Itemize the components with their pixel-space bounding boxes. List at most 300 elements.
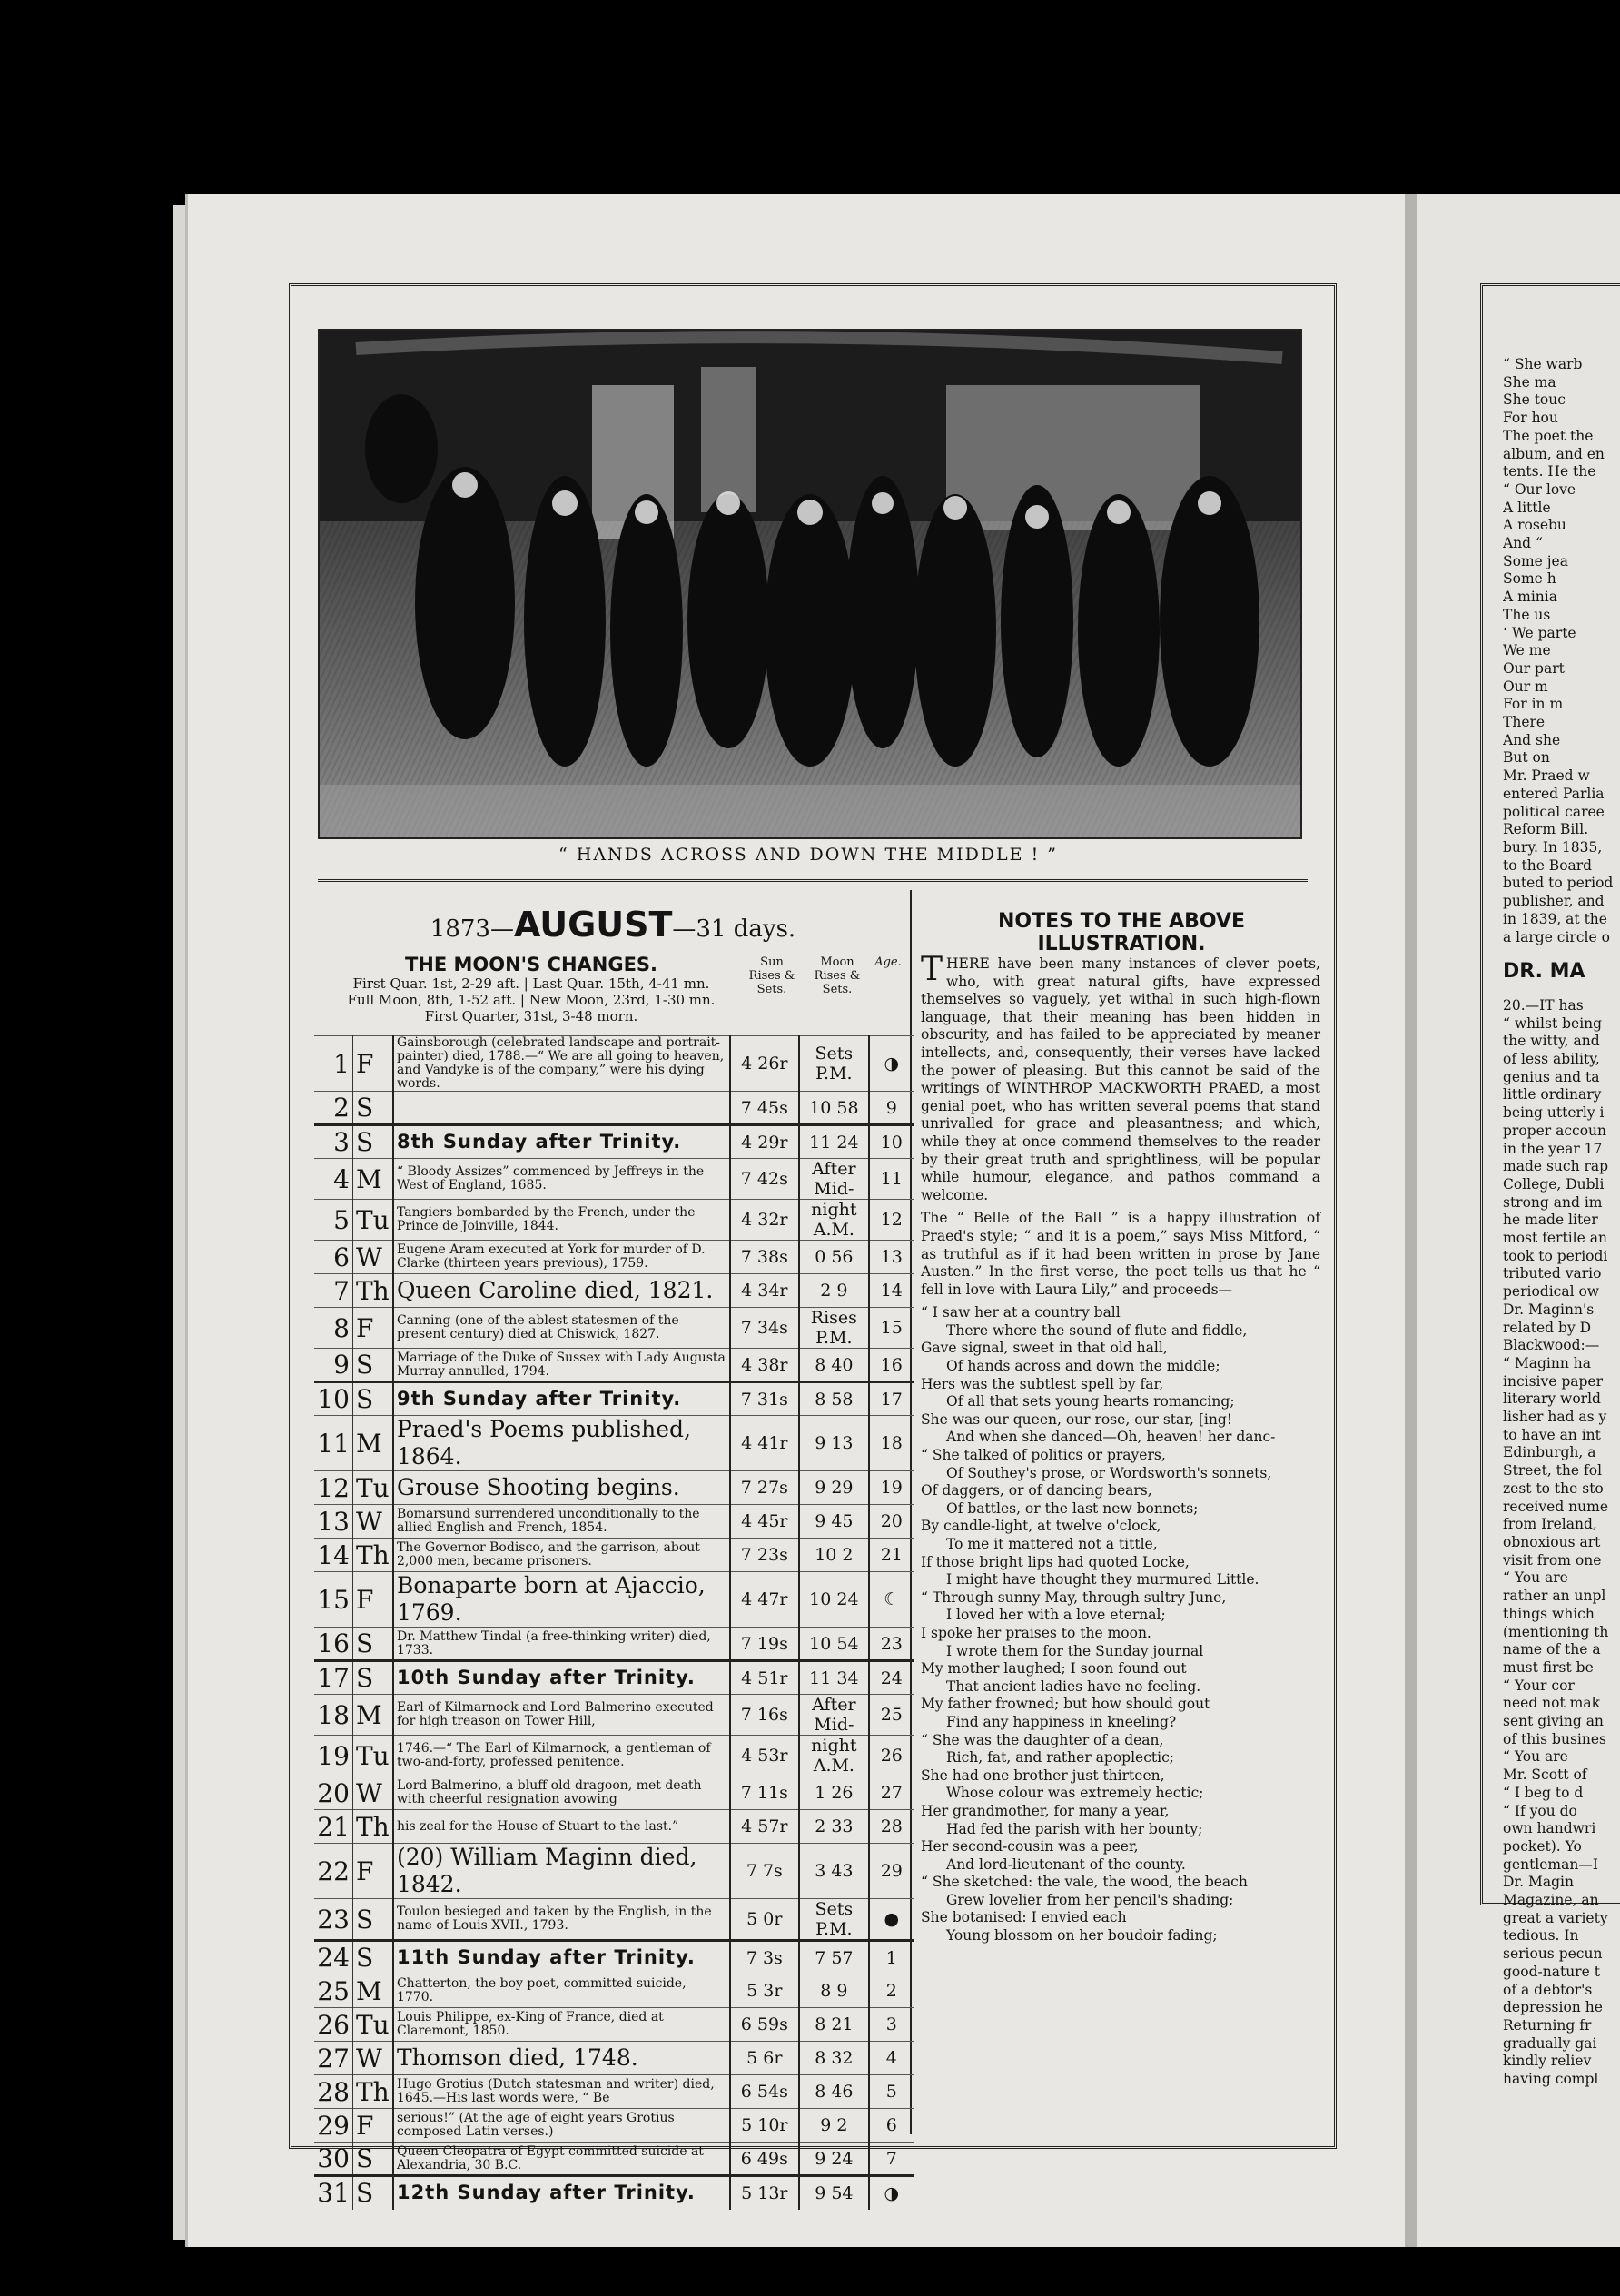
day-number: 22 — [314, 1844, 352, 1899]
calendar-row — [314, 1200, 914, 1241]
calendar-row — [314, 1776, 914, 1810]
weekday: Th — [352, 1274, 393, 1308]
poem-line: “ I saw her at a country ball — [921, 1304, 1121, 1321]
facing-page-line: in 1839, at the — [1503, 910, 1607, 927]
calendar-month: AUGUST — [513, 905, 673, 945]
day-number: 4 — [314, 1159, 352, 1200]
facing-page-line: For hou — [1503, 410, 1558, 427]
facing-page-line: sent giving an — [1503, 1713, 1604, 1730]
poem-line: I loved her with a love eternal; — [946, 1607, 1166, 1624]
facing-page-line: related by D — [1503, 1319, 1592, 1336]
sun-time: 5 0r — [730, 1899, 800, 1941]
facing-page-line: of this busines — [1503, 1730, 1606, 1747]
facing-page-line: tedious. In — [1503, 1927, 1579, 1945]
sun-time: 4 29r — [730, 1125, 800, 1159]
moon-time: After Mid- — [799, 1695, 869, 1736]
facing-page-line: A little — [1503, 499, 1551, 516]
event: Chatterton, the boy poet, committed suicide, 1770. — [393, 1974, 730, 2008]
sun-time: 6 54s — [730, 2075, 800, 2109]
poem-line: She had one brother just thirteen, — [921, 1767, 1165, 1784]
facing-page-line: took to periodi — [1503, 1247, 1608, 1264]
event: 11th Sunday after Trinity. — [393, 1941, 730, 1974]
weekday: Tu — [352, 1736, 393, 1776]
moon-age: 13 — [869, 1241, 914, 1274]
weekday: F — [352, 1572, 393, 1628]
moon-time: 7 57 — [799, 1941, 869, 1974]
facing-page-line: of a debtor's — [1503, 1981, 1593, 1998]
notes-paragraph-1-text: HERE have been many instances of clever poets, who, with great natural gifts, have expressed themselves so vaguely, yet withal in such high-flown language, that their meaning has been hidden in obscurity, and has failed to be appreciated by meaner intellects, and, consequently, their verses have lacked the power of pleasing. But this cannot be said of the writings of WINTHROP MACKWORTH PRAED, a most genial poet, who has written several poems that stand unrivalled for grace and pleasantness; and which, while they at once commend themselves to the reader by their great truth and sprightliness, will be popular while humour, elegance, and pathos command a welcome. — [921, 955, 1320, 1203]
facing-page-line: things which — [1503, 1605, 1595, 1622]
facing-page-line: genius and ta — [1503, 1068, 1600, 1085]
facing-page-line: literary world — [1503, 1390, 1601, 1408]
day-number: 26 — [314, 2008, 352, 2042]
weekday: M — [352, 1974, 393, 2008]
sun-time: 7 16s — [730, 1695, 800, 1736]
moon-line: First Quar. 1st, 2-29 aft. | Last Quar. 15th, 4-41 mn. — [352, 975, 710, 992]
sun-time: 7 19s — [730, 1628, 800, 1661]
facing-page-line: A rosebu — [1503, 517, 1566, 534]
facing-page-line: College, Dubli — [1503, 1175, 1605, 1193]
moon-time: 11 24 — [799, 1125, 869, 1159]
day-number: 11 — [314, 1416, 352, 1471]
moon-time: 11 34 — [799, 1661, 869, 1695]
poem-line: “ Through sunny May, through sultry June, — [921, 1588, 1227, 1606]
notes-title: NOTES TO THE ABOVE ILLUSTRATION. — [997, 910, 1246, 955]
moon-time: 8 21 — [799, 2008, 869, 2042]
facing-page-line: to the Board — [1503, 856, 1593, 874]
poem-line: I wrote them for the Sunday journal — [946, 1642, 1204, 1659]
moon-age: 9 — [869, 1092, 914, 1125]
calendar-row — [314, 2042, 914, 2075]
facing-page-line: little ordinary — [1503, 1086, 1602, 1103]
calendar-row — [314, 2075, 914, 2109]
sun-time: 5 13r — [730, 2176, 800, 2210]
moon-age: 3 — [869, 2008, 914, 2042]
day-number: 29 — [314, 2109, 352, 2143]
facing-page-line: Edinburgh, a — [1503, 1444, 1596, 1461]
moon-age: 12 — [869, 1200, 914, 1241]
facing-page-line: proper accoun — [1503, 1122, 1606, 1139]
moon-time: 2 9 — [799, 1274, 869, 1308]
moon-time: 8 46 — [799, 2075, 869, 2109]
facing-page-line: name of the a — [1503, 1641, 1601, 1658]
calendar-row — [314, 1036, 914, 1092]
event: 1746.—“ The Earl of Kilmarnock, a gentleman of two-and-forty, professed penitence. — [393, 1736, 730, 1776]
sun-time: 4 57r — [730, 1810, 800, 1844]
sun-time: 5 6r — [730, 2042, 800, 2075]
moon-column-header: Moon Rises & Sets. — [814, 955, 861, 996]
weekday: Th — [352, 1539, 393, 1572]
poem-line: Of hands across and down the middle; — [946, 1358, 1220, 1375]
event: 12th Sunday after Trinity. — [393, 2176, 730, 2210]
facing-page-line: being utterly i — [1503, 1104, 1605, 1122]
moon-time: 8 40 — [799, 1349, 869, 1382]
moon-time: Sets P.M. — [799, 1899, 869, 1941]
facing-page-line: in the year 17 — [1503, 1140, 1603, 1157]
facing-page-line: incisive paper — [1503, 1372, 1604, 1390]
event: Louis Philippe, ex-King of France, died at Claremont, 1850. — [393, 2008, 730, 2042]
sun-time: 4 32r — [730, 1200, 800, 1241]
calendar-row — [314, 2109, 914, 2143]
poem-line: Her grandmother, for many a year, — [921, 1802, 1170, 1819]
calendar-row — [314, 1736, 914, 1776]
moon-changes — [318, 954, 745, 1024]
calendar-row — [314, 1241, 914, 1274]
moon-changes-title: THE MOON'S CHANGES. — [404, 954, 658, 975]
facing-page-line: political caree — [1503, 803, 1605, 820]
day-number: 16 — [314, 1628, 352, 1661]
calendar-row — [314, 1125, 914, 1159]
weekday: M — [352, 1695, 393, 1736]
moon-age: 27 — [869, 1776, 914, 1810]
sun-time: 5 10r — [730, 2109, 800, 2143]
facing-page-line: great a variety — [1503, 1909, 1608, 1926]
moon-time: 2 33 — [799, 1810, 869, 1844]
notes-body — [921, 951, 1320, 1951]
facing-page-line: She touc — [1503, 391, 1566, 409]
facing-page-line: need not mak — [1503, 1695, 1600, 1712]
weekday: W — [352, 2042, 393, 2075]
facing-page-line: from Ireland, — [1503, 1516, 1597, 1533]
sun-time: 7 23s — [730, 1539, 800, 1572]
facing-page-line: We me — [1503, 642, 1551, 659]
facing-page-line: depression he — [1503, 1999, 1603, 2016]
sun-time: 4 53r — [730, 1736, 800, 1776]
poem-line: “ She talked of politics or prayers, — [921, 1447, 1166, 1464]
calendar-table — [314, 1035, 914, 2210]
event: 8th Sunday after Trinity. — [393, 1125, 730, 1159]
moon-age: ● — [869, 1899, 914, 1941]
moon-time: 0 56 — [799, 1241, 869, 1274]
moon-age: 6 — [869, 2109, 914, 2143]
poem-line: I spoke her praises to the moon. — [921, 1624, 1151, 1641]
calendar-row — [314, 2176, 914, 2210]
day-number: 14 — [314, 1539, 352, 1572]
facing-page-line: Reform Bill. — [1503, 821, 1589, 838]
facing-page-line: There — [1503, 714, 1546, 731]
poem-line: Rich, fat, and rather apoplectic; — [946, 1749, 1174, 1767]
calendar-row — [314, 1899, 914, 1941]
moon-age: 2 — [869, 1974, 914, 2008]
sun-time: 4 34r — [730, 1274, 800, 1308]
weekday: M — [352, 1416, 393, 1471]
day-number: 15 — [314, 1572, 352, 1628]
facing-page-line: album, and en — [1503, 445, 1605, 462]
sun-time: 4 41r — [730, 1416, 800, 1471]
moon-time: 9 24 — [799, 2143, 869, 2176]
moon-age: 24 — [869, 1661, 914, 1695]
sun-column-header: Sun Rises & Sets. — [748, 955, 795, 996]
facing-page-line: to have an int — [1503, 1426, 1601, 1443]
facing-page-line: gradually gai — [1503, 2034, 1597, 2052]
weekday: F — [352, 1844, 393, 1899]
calendar-row — [314, 1844, 914, 1899]
poem-line: Find any happiness in kneeling? — [946, 1713, 1177, 1730]
moon-age: ☾ — [869, 1572, 914, 1628]
facing-page-line: made such rap — [1503, 1158, 1609, 1175]
poem-line: Of daggers, or of dancing bears, — [921, 1482, 1152, 1499]
calendar-year: 1873— — [430, 915, 514, 943]
calendar-row — [314, 2143, 914, 2176]
moon-age: 25 — [869, 1695, 914, 1736]
moon-age: 5 — [869, 2075, 914, 2109]
poem-line: Of Southey's prose, or Wordsworth's sonnets, — [946, 1464, 1272, 1481]
event: Toulon besieged and taken by the English, in the name of Louis XVII., 1793. — [393, 1899, 730, 1941]
calendar-row — [314, 2008, 914, 2042]
poem-line: And when she danced—Oh, heaven! her danc- — [946, 1429, 1276, 1446]
sun-time: 4 26r — [730, 1036, 800, 1092]
facing-page-text — [1503, 356, 1620, 2089]
facing-page-line: buted to period — [1503, 875, 1614, 892]
facing-page-line: kindly reliev — [1503, 2053, 1592, 2070]
moon-age: ◑ — [869, 2176, 914, 2210]
calendar-row — [314, 1974, 914, 2008]
moon-age: 11 — [869, 1159, 914, 1200]
event: Queen Cleopatra of Egypt committed suicide at Alexandria, 30 B.C. — [393, 2143, 730, 2176]
facing-page-line: visit from one — [1503, 1551, 1602, 1569]
facing-page-line: The us — [1503, 606, 1551, 623]
poem-line: Of battles, or the last new bonnets; — [946, 1499, 1199, 1517]
poem-line: Hers was the subtlest spell by far, — [921, 1375, 1164, 1392]
moon-time: 10 54 — [799, 1628, 869, 1661]
ballroom-illustration — [318, 329, 1302, 839]
poem-line: Gave signal, sweet in that old hall, — [921, 1340, 1168, 1357]
facing-page-line: For in m — [1503, 696, 1564, 713]
moon-time: night A.M. — [799, 1200, 869, 1241]
moon-age: 15 — [869, 1308, 914, 1349]
event: Hugo Grotius (Dutch statesman and writer) died, 1645.—His last words were, “ Be — [393, 2075, 730, 2109]
moon-time: 9 2 — [799, 2109, 869, 2143]
event: 9th Sunday after Trinity. — [393, 1382, 730, 1416]
facing-page-line: gentleman—I — [1503, 1856, 1598, 1873]
sun-time: 7 45s — [730, 1092, 800, 1125]
day-number: 12 — [314, 1471, 352, 1505]
poem-line: She botanised: I envied each — [921, 1909, 1127, 1926]
weekday: Tu — [352, 2008, 393, 2042]
event: Bonaparte born at Ajaccio, 1769. — [393, 1572, 730, 1628]
facing-page-line: must first be — [1503, 1658, 1594, 1676]
facing-page-line: having compl — [1503, 2071, 1599, 2088]
notes-paragraph-1 — [921, 951, 1320, 1204]
event: serious!” (At the age of eight years Grotius composed Latin verses.) — [393, 2109, 730, 2143]
weekday: F — [352, 1308, 393, 1349]
sun-time: 6 49s — [730, 2143, 800, 2176]
moon-age: 28 — [869, 1810, 914, 1844]
event: “ Bloody Assizes” commenced by Jeffreys in the West of England, 1685. — [393, 1159, 730, 1200]
drop-capital: T — [921, 951, 943, 988]
section-divider — [318, 879, 1308, 882]
facing-page-line: 20.—IT has — [1503, 996, 1584, 1014]
facing-page-line: of less ability, — [1503, 1051, 1600, 1068]
facing-page-line: “ Your cor — [1503, 1677, 1575, 1694]
calendar-row — [314, 1505, 914, 1539]
facing-page-line: Our part — [1503, 659, 1565, 677]
weekday: W — [352, 1505, 393, 1539]
facing-page-line: “ whilst being — [1503, 1014, 1603, 1032]
event: Eugene Aram executed at York for murder of D. Clarke (thirteen years previous), 1759. — [393, 1241, 730, 1274]
facing-page-line: And she — [1503, 731, 1561, 748]
sun-time: 4 51r — [730, 1661, 800, 1695]
poem-line: She was our queen, our rose, our star, [ing! — [921, 1410, 1232, 1428]
day-number: 27 — [314, 2042, 352, 2075]
poem-line: If those bright lips had quoted Locke, — [921, 1553, 1190, 1570]
age-column-header: Age. — [874, 955, 902, 969]
facing-page-line: obnoxious art — [1503, 1534, 1601, 1550]
facing-page-line: zest to the sto — [1503, 1480, 1604, 1497]
moon-age: 21 — [869, 1539, 914, 1572]
weekday: Tu — [352, 1200, 393, 1241]
facing-page-line: publisher, and — [1503, 893, 1605, 910]
moon-time: night A.M. — [799, 1736, 869, 1776]
day-number: 8 — [314, 1308, 352, 1349]
facing-page-line: A minia — [1503, 589, 1557, 606]
event: Praed's Poems published, 1864. — [393, 1416, 730, 1471]
calendar-row — [314, 1349, 914, 1382]
facing-page-line: own handwri — [1503, 1820, 1596, 1837]
facing-page-line: (mentioning th — [1503, 1623, 1609, 1640]
moon-age: 20 — [869, 1505, 914, 1539]
sun-time: 7 11s — [730, 1776, 800, 1810]
poem-line: Had fed the parish with her bounty; — [946, 1820, 1203, 1837]
moon-age: ◑ — [869, 1036, 914, 1092]
moon-time: 9 54 — [799, 2176, 869, 2210]
facing-page-line: Our m — [1503, 678, 1548, 695]
moon-time: 1 26 — [799, 1776, 869, 1810]
facing-page-line: “ You are — [1503, 1569, 1568, 1587]
moon-age: 1 — [869, 1941, 914, 1974]
weekday: S — [352, 1349, 393, 1382]
illustration-caption: “ HANDS ACROSS AND DOWN THE MIDDLE ! ” — [558, 845, 1058, 865]
calendar-row — [314, 1092, 914, 1125]
day-number: 13 — [314, 1505, 352, 1539]
facing-page-line: most fertile an — [1503, 1230, 1607, 1247]
sun-time: 6 59s — [730, 2008, 800, 2042]
event: Grouse Shooting begins. — [393, 1471, 730, 1505]
sun-time: 4 45r — [730, 1505, 800, 1539]
moon-time: 9 13 — [799, 1416, 869, 1471]
facing-page-line: lisher had as y — [1503, 1409, 1607, 1426]
calendar-row — [314, 1274, 914, 1308]
poem-line: That ancient ladies have no feeling. — [946, 1677, 1201, 1695]
event: Earl of Kilmarnock and Lord Balmerino executed for high treason on Tower Hill, — [393, 1695, 730, 1736]
moon-time: Sets P.M. — [799, 1036, 869, 1092]
poem-line: Grew lovelier from her pencil's shading; — [946, 1891, 1234, 1908]
weekday: F — [352, 2109, 393, 2143]
poem-line: To me it mattered not a tittle, — [946, 1536, 1158, 1552]
moon-age: 16 — [869, 1349, 914, 1382]
sun-time: 7 7s — [730, 1844, 800, 1899]
sun-time: 5 3r — [730, 1974, 800, 2008]
weekday: S — [352, 1092, 393, 1125]
moon-age: 23 — [869, 1628, 914, 1661]
weekday: F — [352, 1036, 393, 1092]
calendar-row — [314, 1159, 914, 1200]
sun-time: 7 38s — [730, 1241, 800, 1274]
facing-page-line: tents. He the — [1503, 463, 1596, 480]
day-number: 17 — [314, 1661, 352, 1695]
facing-page-line: strong and im — [1503, 1193, 1603, 1211]
day-number: 2 — [314, 1092, 352, 1125]
moon-time: 9 45 — [799, 1505, 869, 1539]
weekday: W — [352, 1241, 393, 1274]
day-number: 25 — [314, 1974, 352, 2008]
facing-page-line: Street, the fol — [1503, 1462, 1603, 1480]
day-number: 18 — [314, 1695, 352, 1736]
poem-line: I might have thought they murmured Little. — [946, 1571, 1259, 1588]
weekday: Tu — [352, 1471, 393, 1505]
facing-page-line: Some jea — [1503, 552, 1568, 569]
event: The Governor Bodisco, and the garrison, about 2,000 men, became prisoners. — [393, 1539, 730, 1572]
weekday: W — [352, 1776, 393, 1810]
weekday: Th — [352, 1810, 393, 1844]
facing-page-line: “ If you do — [1503, 1802, 1577, 1819]
weekday: S — [352, 1661, 393, 1695]
poem-line: “ She sketched: the vale, the wood, the beach — [921, 1874, 1248, 1891]
poem-line: Whose colour was extremely hectic; — [946, 1785, 1204, 1802]
event: Lord Balmerino, a bluff old dragoon, met death with cheerful resignation avowing — [393, 1776, 730, 1810]
day-number: 20 — [314, 1776, 352, 1810]
sun-time: 7 42s — [730, 1159, 800, 1200]
calendar-row — [314, 1661, 914, 1695]
calendar-row — [314, 1416, 914, 1471]
facing-page-line: Dr. Maginn's — [1503, 1301, 1595, 1318]
moon-age: 18 — [869, 1416, 914, 1471]
poem-line: My father frowned; but how should gout — [921, 1696, 1210, 1713]
facing-page-line: Dr. Magin — [1503, 1874, 1574, 1891]
event: Queen Caroline died, 1821. — [393, 1274, 730, 1308]
facing-page-line: “ Our love — [1503, 480, 1576, 498]
facing-page-line: “ I beg to d — [1503, 1784, 1584, 1801]
weekday: S — [352, 1941, 393, 1974]
weekday: S — [352, 1382, 393, 1416]
moon-line: Full Moon, 8th, 1-52 aft. | New Moon, 23rd, 1-30 mn. — [347, 992, 716, 1008]
facing-page-line: “ Maginn ha — [1503, 1354, 1591, 1371]
event: Bomarsund surrendered unconditionally to the allied English and French, 1854. — [393, 1505, 730, 1539]
facing-page-line: Some h — [1503, 570, 1556, 588]
moon-time: 8 9 — [799, 1974, 869, 2008]
poem-line: Of all that sets young hearts romancing; — [946, 1393, 1235, 1410]
moon-time: 8 32 — [799, 2042, 869, 2075]
moon-time: 3 43 — [799, 1844, 869, 1899]
facing-page-line: tributed vario — [1503, 1265, 1602, 1282]
calendar-row — [314, 1539, 914, 1572]
facing-page-line: Mr. Scott of — [1503, 1767, 1587, 1784]
poem-line: There where the sound of flute and fiddle, — [946, 1321, 1248, 1339]
weekday: S — [352, 2176, 393, 2210]
event: Gainsborough (celebrated landscape and portrait-painter) died, 1788.—“ We are all going to heaven, and Vandyke is of the company,” were his dying words. — [393, 1036, 730, 1092]
moon-time: 10 24 — [799, 1572, 869, 1628]
day-number: 6 — [314, 1241, 352, 1274]
facing-page-line: Mr. Praed w — [1503, 767, 1590, 785]
day-number: 1 — [314, 1036, 352, 1092]
moon-age: 17 — [869, 1382, 914, 1416]
poem-line: “ She was the daughter of a dean, — [921, 1731, 1164, 1748]
moon-age: 4 — [869, 2042, 914, 2075]
facing-page-line: ‘ We parte — [1503, 624, 1576, 641]
day-number: 24 — [314, 1941, 352, 1974]
sun-time: 7 31s — [730, 1382, 800, 1416]
weekday: S — [352, 2143, 393, 2176]
facing-page-line: entered Parlia — [1503, 785, 1605, 802]
facing-page-top-lines — [1503, 356, 1620, 946]
calendar-title — [318, 905, 908, 945]
calendar-row — [314, 1308, 914, 1349]
sun-time: 4 47r — [730, 1572, 800, 1628]
sun-time: 7 27s — [730, 1471, 800, 1505]
event: 10th Sunday after Trinity. — [393, 1661, 730, 1695]
day-number: 10 — [314, 1382, 352, 1416]
facing-page-line: the witty, and — [1503, 1033, 1600, 1050]
